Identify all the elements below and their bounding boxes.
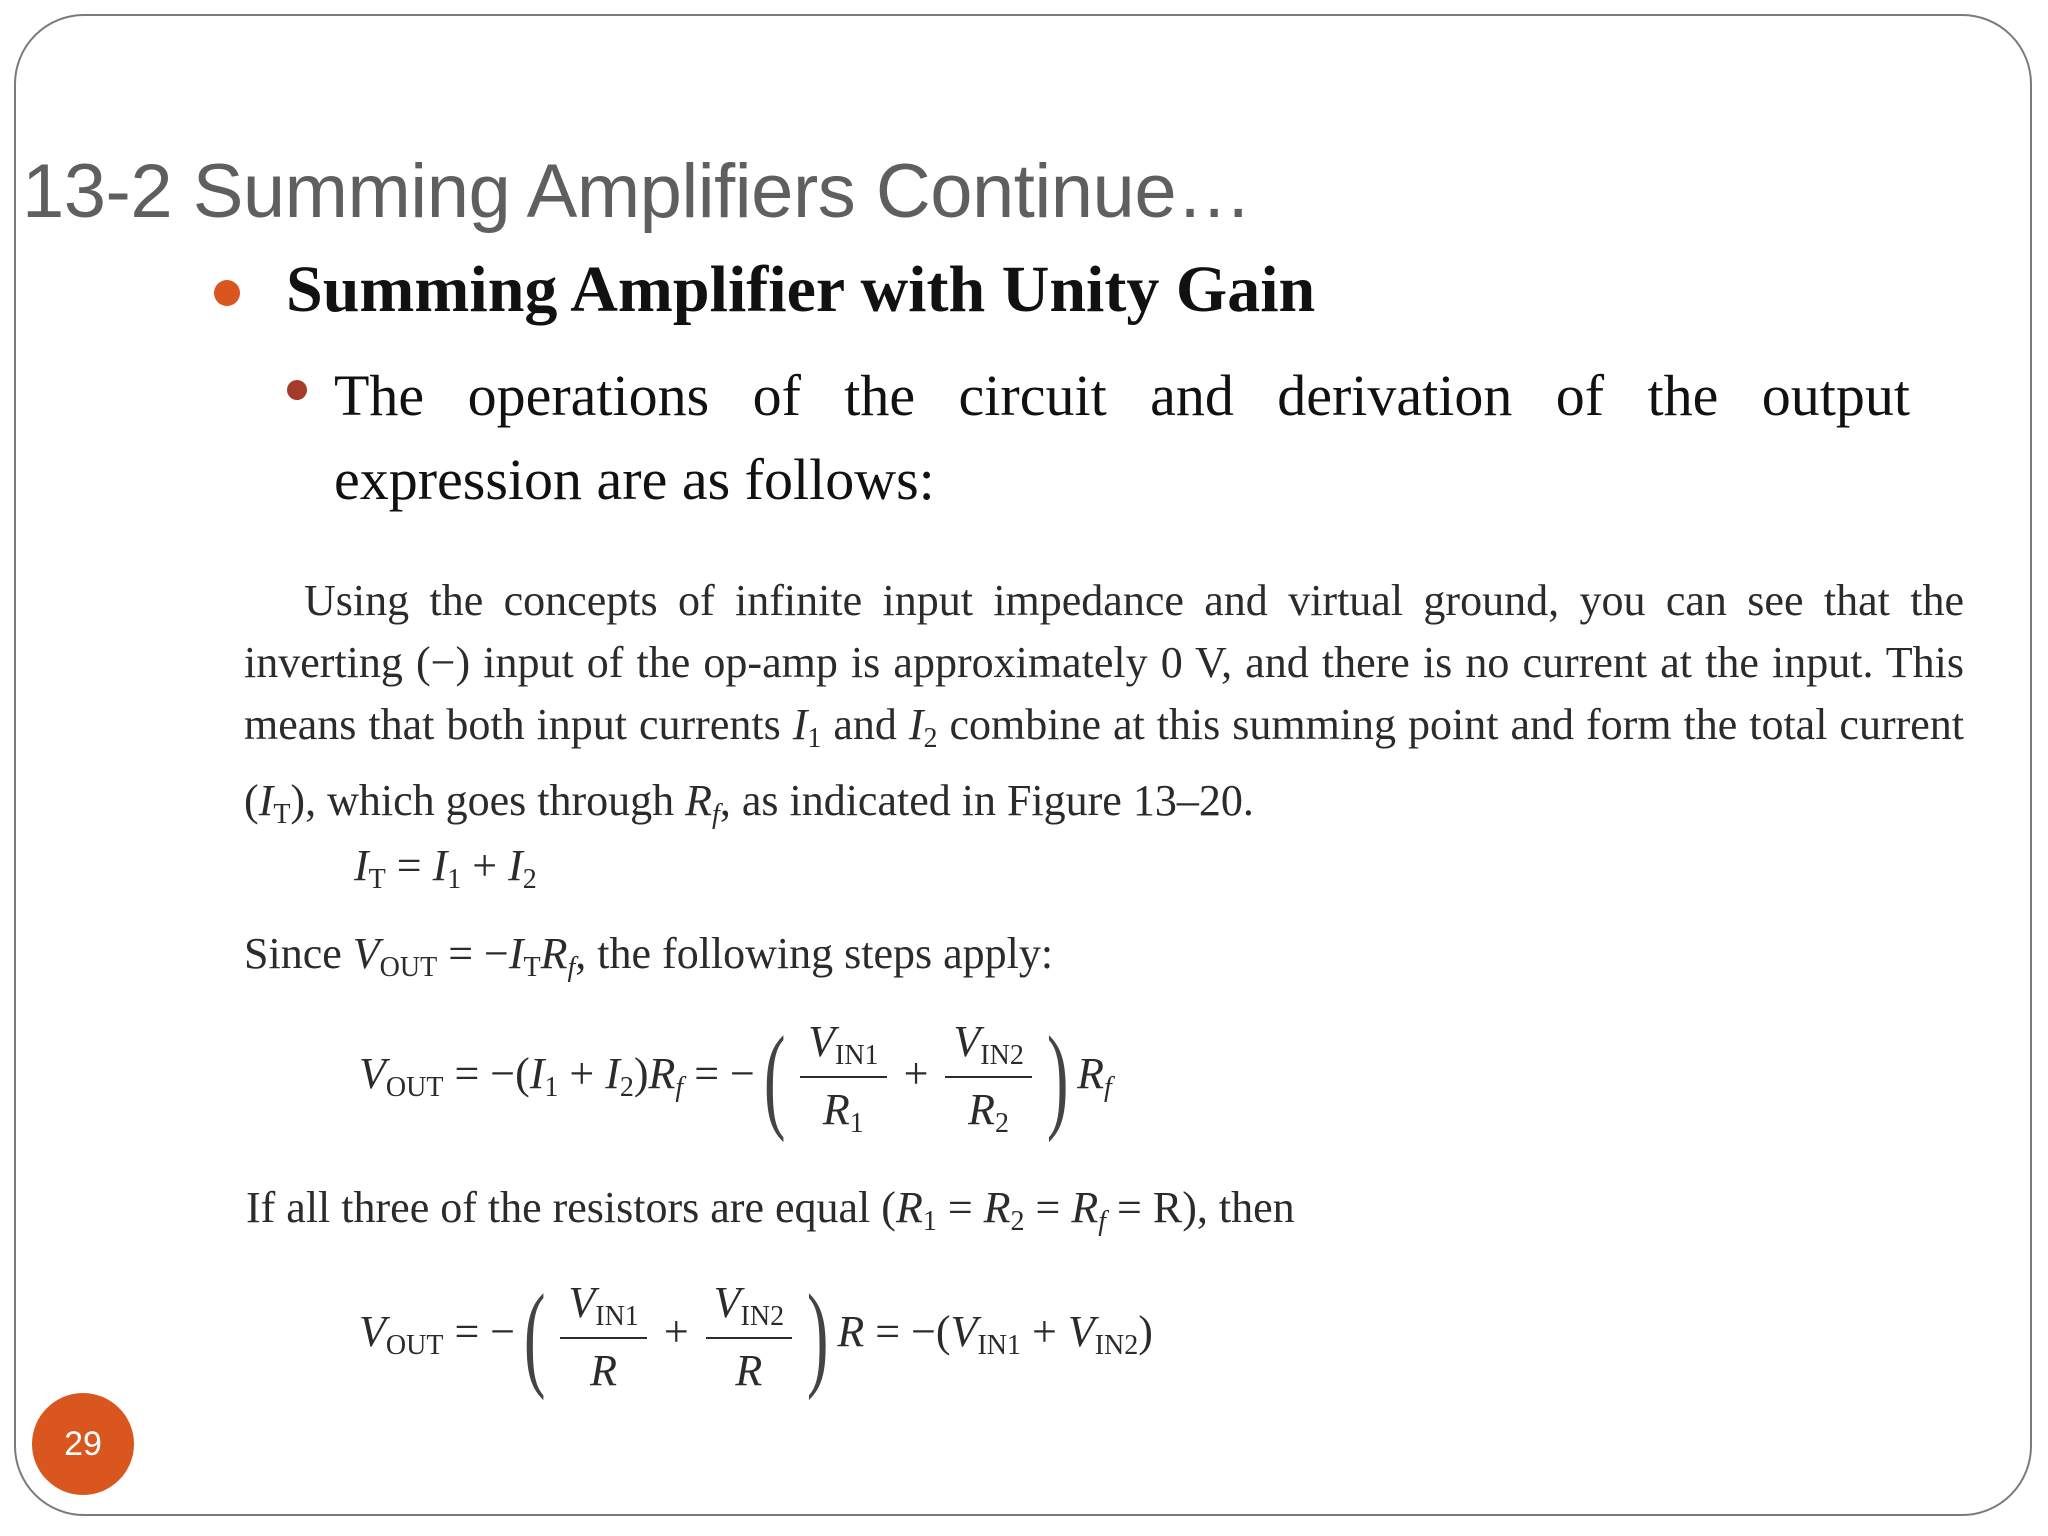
textbook-excerpt (244, 570, 1964, 1401)
slide-title: 13-2 Summing Amplifiers Continue… (22, 149, 1252, 234)
bullet-level1-text: Summing Amplifier with Unity Gain (286, 253, 1316, 326)
since-statement: Since $V_{OUT} = -I_TR_f$, the following steps apply: (244, 929, 1054, 983)
page-number-badge: 29 (32, 1393, 134, 1495)
fraction-vin1-r: $\frac{V_{IN1}}{R}$ (560, 1277, 646, 1396)
bullet-dot-level2 (287, 380, 307, 400)
fraction-vin2-r: $\frac{V_{IN2}}{R}$ (706, 1277, 792, 1396)
excerpt-paragraph: Using the concepts of infinite input impedance and virtual ground, you can see that the inverting (−) input of the op-amp is approximately 0 V, and there is no current at the input. This means that both input currents $I_1$ and $I_2$ combine at this summing point and form the total current $(I_T)$, which goes through $R_f$, as indicated in Figure 13–20. (244, 576, 1964, 830)
bullet-level2-text: The operations of the circuit and derivation of the output expression are as follows: (334, 363, 1910, 512)
fraction-vin2-r2: $\frac{V_{IN2}}{R_2}$ (945, 1016, 1031, 1140)
equal-resistors-statement: If all three of the resistors are equal $(R_1 = R_2 = R_f = R)$, then (246, 1183, 1295, 1237)
equation-unity-gain-result: $V_{OUT}$ = −( $\frac{V_{IN1}}{R}$ + $\frac{V_{IN2}}{R}$ ) $R = -(V_{IN1} + V_{IN2})$ (359, 1270, 1153, 1401)
equation-total-current: $I_T = I_1 + I_2$ (354, 841, 537, 895)
bullet-dot-level1 (214, 280, 240, 306)
equation-vout-expansion: $V_{OUT} = -(I_1 + I_2)R_f$ = −( $\frac{V_{IN1}}{R_1}$ + $\frac{V_{IN2}}{R_2}$ ) $R_f$ (359, 1012, 1112, 1143)
fraction-vin1-r1: $\frac{V_{IN1}}{R_1}$ (800, 1016, 886, 1140)
